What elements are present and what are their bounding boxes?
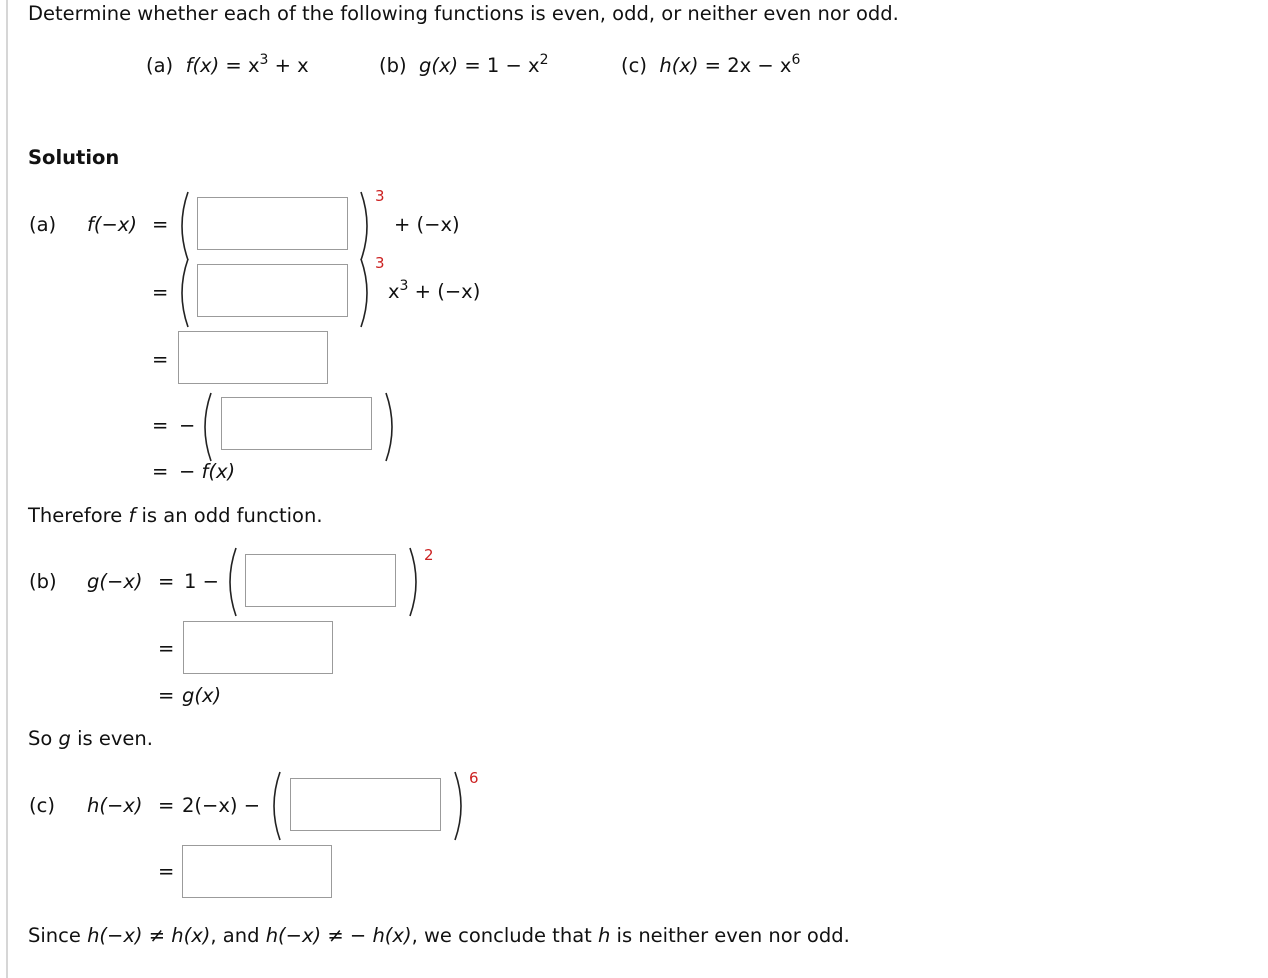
- equals-sign: =: [704, 54, 722, 77]
- question-c-label: (c): [621, 54, 647, 77]
- question-b-rest: 1 − x: [486, 54, 540, 77]
- question-a: [146, 52, 309, 77]
- exponent-a1: 3: [375, 187, 385, 205]
- answer-box-a1[interactable]: [197, 197, 348, 250]
- answer-box-b2[interactable]: [183, 621, 333, 674]
- answer-box-c2[interactable]: [182, 845, 332, 898]
- solution-b-conclusion: [28, 729, 153, 749]
- question-a-lhs: f(x): [185, 54, 220, 77]
- solution-c-row1-pre: 2(−x) −: [182, 794, 261, 817]
- solution-c-conclusion: [28, 926, 850, 946]
- answer-box-a2[interactable]: [197, 264, 348, 317]
- conclusion-expr: h(−x): [87, 924, 143, 947]
- equals-sign: =: [152, 281, 169, 304]
- question-b: [379, 52, 549, 77]
- answer-input-b2[interactable]: [184, 622, 332, 673]
- question-c-lhs: h(x): [659, 54, 699, 77]
- equals-sign: =: [152, 460, 169, 483]
- conclusion-text: Therefore: [28, 504, 129, 527]
- conclusion-text: So: [28, 727, 59, 750]
- solution-a-row5: − f(x): [179, 460, 236, 483]
- question-c: [621, 52, 801, 77]
- left-paren: [199, 391, 213, 463]
- solution-b-lhs: g(−x): [87, 570, 143, 593]
- solution-c-label: (c): [29, 794, 55, 817]
- conclusion-text: Since: [28, 924, 88, 947]
- answer-input-a4[interactable]: [222, 398, 371, 449]
- equals-sign: =: [464, 54, 481, 77]
- question-b-label: (b): [379, 54, 407, 77]
- equals-sign: =: [158, 860, 175, 883]
- conclusion-expr: h(x): [372, 924, 412, 947]
- row2-base: x: [388, 280, 400, 303]
- left-border: [6, 0, 8, 978]
- answer-input-c2[interactable]: [183, 846, 331, 897]
- conclusion-text: is an odd function.: [135, 504, 323, 527]
- conclusion-text: , we conclude that: [411, 924, 598, 947]
- equals-sign: =: [158, 684, 175, 707]
- row2-tail: + (−x): [414, 280, 481, 303]
- right-paren: [359, 190, 373, 262]
- exponent-b1: 2: [424, 546, 434, 564]
- conclusion-text: ≠ −: [321, 924, 373, 947]
- solution-a-label: (a): [29, 213, 57, 236]
- right-paren: [453, 770, 467, 842]
- exponent-a2: 3: [375, 254, 385, 272]
- question-text: Determine whether each of the following functions is even, odd, or neither even nor odd.: [28, 2, 899, 25]
- left-paren: [176, 257, 190, 329]
- solution-a-conclusion: [28, 506, 323, 526]
- solution-heading: Solution: [28, 146, 120, 169]
- equals-sign: =: [158, 794, 175, 817]
- solution-b-label: (b): [29, 570, 57, 593]
- solution-a-lhs: f(−x): [87, 213, 137, 236]
- answer-input-a1[interactable]: [198, 198, 347, 249]
- answer-input-b1[interactable]: [246, 555, 395, 606]
- conclusion-expr: h(x): [171, 924, 211, 947]
- row2-base-exponent: 3: [399, 278, 409, 294]
- conclusion-var: g: [58, 727, 71, 750]
- left-paren: [224, 546, 238, 618]
- question-b-exponent: 2: [539, 52, 549, 68]
- right-paren: [384, 391, 398, 463]
- conclusion-expr: h(−x): [265, 924, 322, 947]
- answer-input-c1[interactable]: [291, 779, 440, 830]
- solution-a-row1-tail: + (−x): [394, 213, 460, 236]
- answer-input-a3[interactable]: [179, 332, 327, 383]
- answer-box-c1[interactable]: [290, 778, 441, 831]
- question-c-exponent: 6: [791, 52, 801, 68]
- conclusion-text: is even.: [70, 727, 153, 750]
- conclusion-var: f: [128, 504, 136, 527]
- equals-sign: =: [158, 637, 175, 660]
- conclusion-var: h: [597, 924, 611, 947]
- question-a-label: (a): [146, 54, 174, 77]
- question-a-base: x: [247, 54, 260, 77]
- left-paren: [268, 770, 282, 842]
- equals-sign: =: [152, 414, 169, 437]
- left-paren: [176, 190, 190, 262]
- solution-a-row2-tail: [388, 278, 481, 303]
- equals-sign: =: [152, 348, 169, 371]
- question-c-rest: 2x − x: [727, 54, 792, 77]
- answer-box-a3[interactable]: [178, 331, 328, 384]
- question-b-lhs: g(x): [419, 54, 459, 77]
- solution-c-lhs: h(−x): [87, 794, 143, 817]
- right-paren: [359, 257, 373, 329]
- equals-sign: =: [225, 54, 242, 77]
- answer-box-a4[interactable]: [221, 397, 372, 450]
- answer-input-a2[interactable]: [198, 265, 347, 316]
- question-a-rest: + x: [274, 54, 309, 77]
- question-a-exponent: 3: [259, 52, 269, 68]
- conclusion-text: is neither even nor odd.: [610, 924, 850, 947]
- right-paren: [408, 546, 422, 618]
- equals-sign: =: [158, 570, 175, 593]
- solution-b-row3: g(x): [182, 684, 222, 707]
- conclusion-text: , and: [210, 924, 266, 947]
- conclusion-text: ≠: [142, 924, 172, 947]
- exponent-c1: 6: [469, 769, 479, 787]
- solution-b-row1-pre: 1 −: [184, 570, 219, 593]
- negative-sign: −: [179, 414, 196, 437]
- answer-box-b1[interactable]: [245, 554, 396, 607]
- equals-sign: =: [152, 213, 169, 236]
